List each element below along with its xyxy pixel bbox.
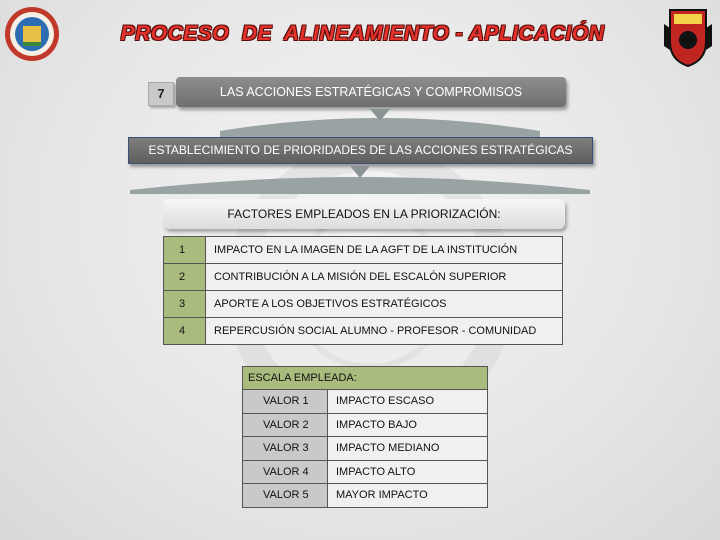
table-row <box>243 460 488 484</box>
factors-header: FACTORES EMPLEADOS EN LA PRIORIZACIÓN: <box>163 199 565 229</box>
factors-table <box>163 236 563 345</box>
connector-arrow-2 <box>130 164 590 194</box>
factor-number: 4 <box>164 318 206 345</box>
scale-meaning: MAYOR IMPACTO <box>328 484 488 508</box>
step-number: 7 <box>148 82 174 106</box>
scale-value: VALOR 4 <box>243 460 328 484</box>
scale-table <box>242 389 488 508</box>
scale-value: VALOR 5 <box>243 484 328 508</box>
scale-meaning: IMPACTO ALTO <box>328 460 488 484</box>
table-row <box>164 237 563 264</box>
factor-number: 1 <box>164 237 206 264</box>
table-row <box>243 484 488 508</box>
institution-crest-icon <box>4 6 60 62</box>
scale-meaning: IMPACTO MEDIANO <box>328 437 488 461</box>
scale-header: ESCALA EMPLEADA: <box>242 366 488 390</box>
factor-number: 2 <box>164 264 206 291</box>
factor-number: 3 <box>164 291 206 318</box>
factor-text: IMPACTO EN LA IMAGEN DE LA AGFT DE LA INSTITUCIÓN <box>206 237 563 264</box>
factor-text: CONTRIBUCIÓN A LA MISIÓN DEL ESCALÓN SUPERIOR <box>206 264 563 291</box>
table-row <box>243 437 488 461</box>
priorities-header: ESTABLECIMIENTO DE PRIORIDADES DE LAS ACCIONES ESTRATÉGICAS <box>128 137 593 164</box>
scale-meaning: IMPACTO BAJO <box>328 413 488 437</box>
connector-arrow <box>220 107 540 137</box>
table-row <box>243 390 488 414</box>
page-title: PROCESO DE ALINEAMIENTO - APLICACIÓN <box>120 22 605 45</box>
shield-crest-icon <box>662 4 714 68</box>
step-header: LAS ACCIONES ESTRATÉGICAS Y COMPROMISOS <box>176 77 566 107</box>
table-row <box>164 318 563 345</box>
table-row <box>164 291 563 318</box>
scale-value: VALOR 3 <box>243 437 328 461</box>
scale-value: VALOR 1 <box>243 390 328 414</box>
scale-value: VALOR 2 <box>243 413 328 437</box>
factor-text: REPERCUSIÓN SOCIAL ALUMNO - PROFESOR - COMUNIDAD <box>206 318 563 345</box>
factor-text: APORTE A LOS OBJETIVOS ESTRATÉGICOS <box>206 291 563 318</box>
scale-meaning: IMPACTO ESCASO <box>328 390 488 414</box>
table-row <box>243 413 488 437</box>
table-row <box>164 264 563 291</box>
